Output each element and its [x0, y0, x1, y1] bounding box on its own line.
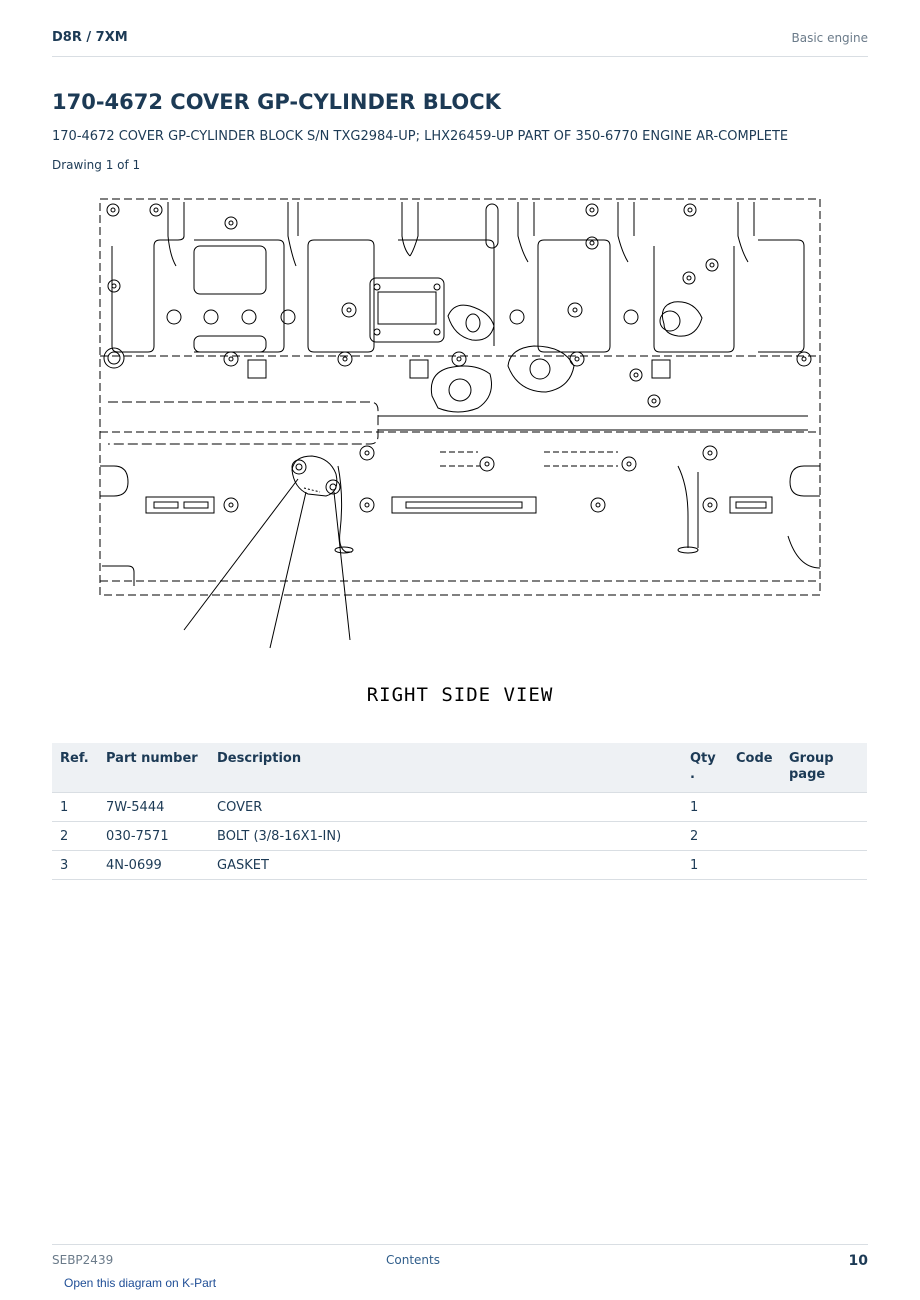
page-footer: [52, 1244, 868, 1275]
col-qty: Qty .: [682, 743, 728, 793]
cylinder-cavities: [112, 202, 804, 352]
kpart-link[interactable]: Open this diagram on K-Part: [64, 1276, 217, 1290]
table-row: [52, 822, 867, 851]
cell-description: GASKET: [209, 851, 682, 880]
cell-group-page: [781, 851, 867, 880]
page-header: [52, 28, 868, 57]
view-label: RIGHT SIDE VIEW: [366, 684, 554, 706]
document-number: SEBP2439: [52, 1253, 114, 1267]
col-group-page: Group page: [781, 743, 867, 793]
cell-qty: 1: [682, 851, 728, 880]
contents-link[interactable]: Contents: [386, 1253, 440, 1267]
table-row: [52, 793, 867, 822]
bolt-holes: [104, 204, 811, 512]
cover-part: [292, 456, 340, 496]
col-part-number: Part number: [98, 743, 209, 793]
parts-diagram: [98, 196, 822, 656]
cell-code: [728, 851, 781, 880]
cell-description: COVER: [209, 793, 682, 822]
cell-ref: 2: [52, 822, 98, 851]
parts-table: [52, 743, 867, 880]
cell-ref: 3: [52, 851, 98, 880]
cell-part-number: 7W-5444: [98, 793, 209, 822]
cell-group-page: [781, 793, 867, 822]
cell-code: [728, 822, 781, 851]
cell-qty: 1: [682, 793, 728, 822]
cell-ref: 1: [52, 793, 98, 822]
cell-qty: 2: [682, 822, 728, 851]
cell-description: BOLT (3/8-16X1-IN): [209, 822, 682, 851]
machine-model: D8R / 7XM: [52, 30, 128, 45]
cell-part-number: 4N-0699: [98, 851, 209, 880]
page-number: 10: [848, 1253, 868, 1269]
table-row: [52, 851, 867, 880]
rails: [100, 402, 820, 586]
col-description: Description: [209, 743, 682, 793]
page-subtitle: 170-4672 COVER GP-CYLINDER BLOCK S/N TXG2984-UP; LHX26459-UP PART OF 350-6770 ENGINE AR-COMPLETE: [52, 129, 789, 144]
section-name: Basic engine: [791, 31, 868, 45]
cell-group-page: [781, 822, 867, 851]
callout-leaders: [184, 479, 350, 648]
table-header-row: [52, 743, 867, 793]
cell-code: [728, 793, 781, 822]
page-title: 170-4672 COVER GP-CYLINDER BLOCK: [52, 90, 501, 114]
cell-part-number: 030-7571: [98, 822, 209, 851]
col-code: Code: [728, 743, 781, 793]
col-ref: Ref.: [52, 743, 98, 793]
drawing-count: Drawing 1 of 1: [52, 158, 141, 172]
block-outline: [100, 199, 820, 595]
